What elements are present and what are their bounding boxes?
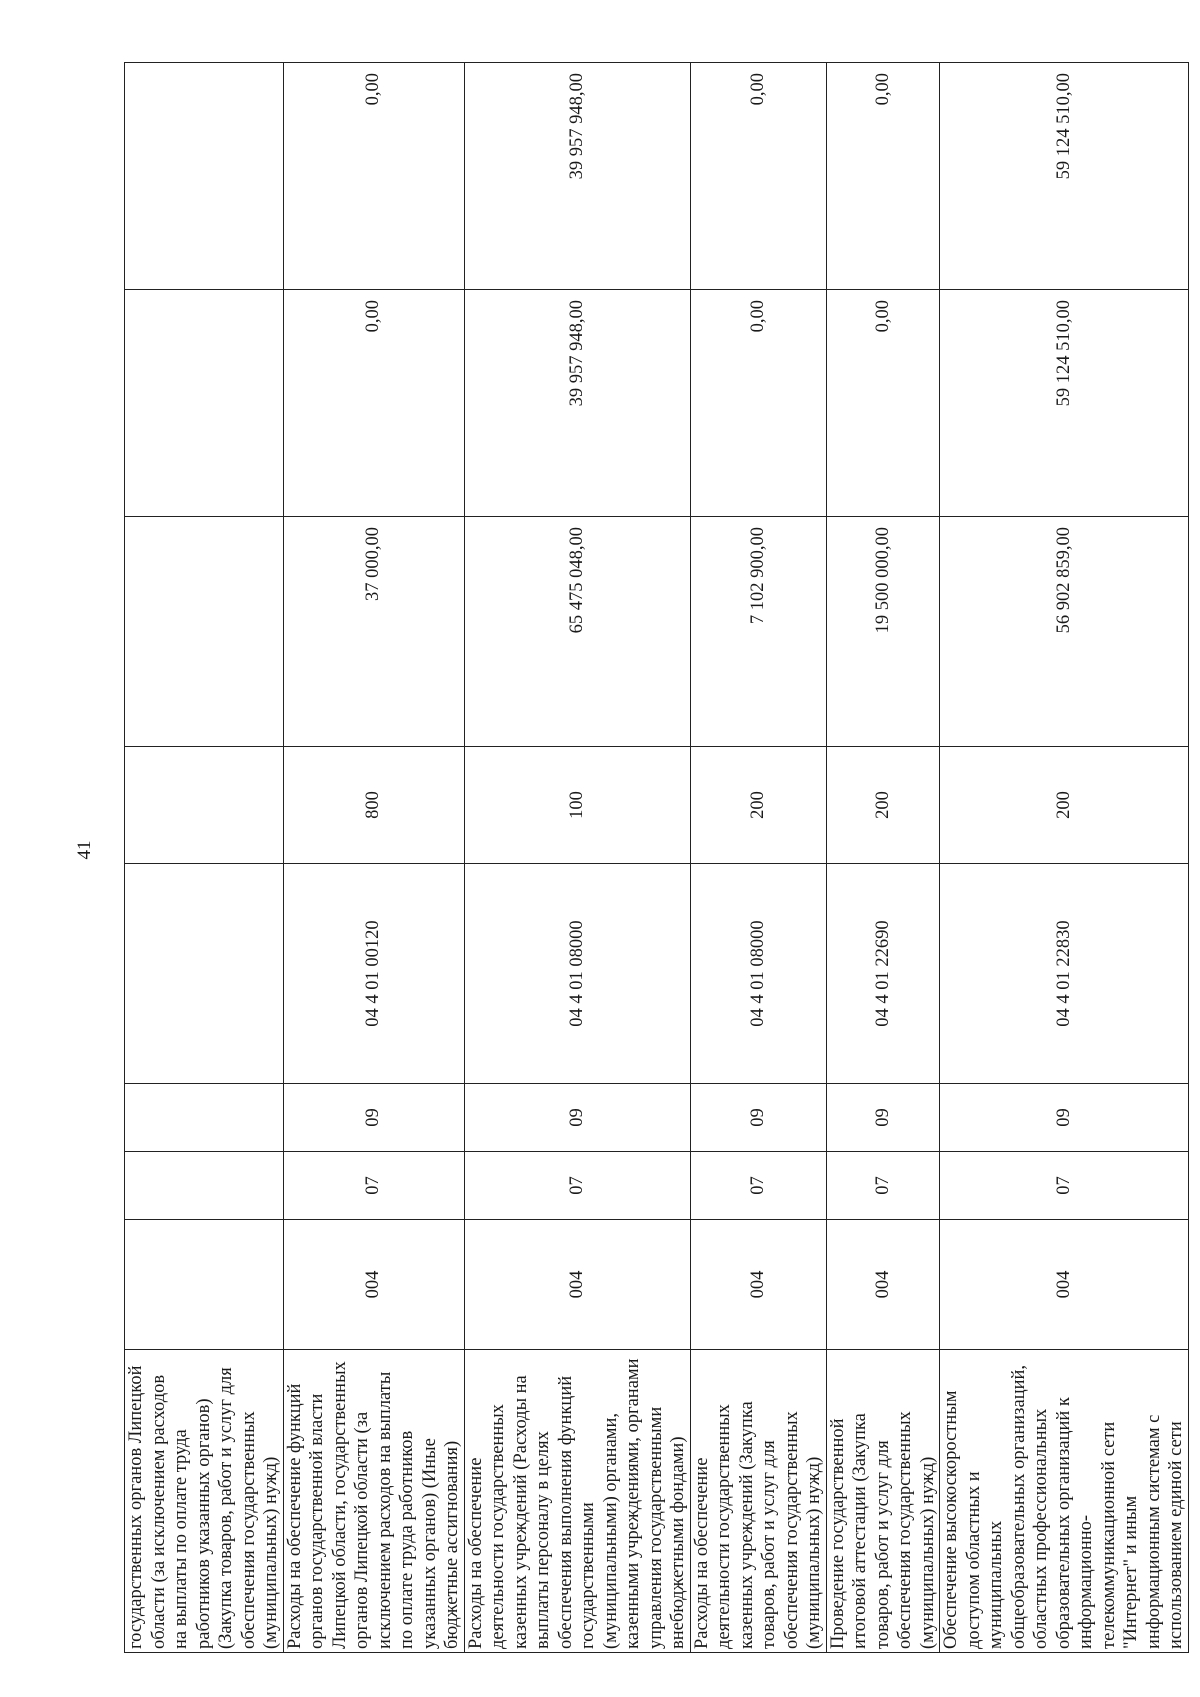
amount-year-3: 39 957 948,00 [464,63,690,290]
ved-code: 004 [464,1220,690,1350]
row-description: Обеспечение высокоскоростным доступом областных и муниципальных общеобразовательных организаций, областных профессиональных образовательных организаций к информационно-телекоммуникационной сети "Интернет" и иным информационным системам с использованием единой сети [940,1350,1189,1653]
subsection-code: 09 [283,1084,464,1152]
section-code [125,1152,284,1220]
amount-year-1: 56 902 859,00 [940,517,1189,747]
target-article-code: 04 4 01 08000 [464,864,690,1084]
target-article-code: 04 4 01 22830 [940,864,1189,1084]
row-description: государственных органов Липецкой области (за исключением расходов на выплаты по оплате труда работников указанных органов) (Закупка товаров, работ и услуг для обеспечения государственных (муниципальных) нужд) [125,1350,284,1653]
amount-year-1: 7 102 900,00 [690,517,826,747]
amount-year-2 [125,290,284,517]
ved-code: 004 [283,1220,464,1350]
section-code: 07 [690,1152,826,1220]
section-code: 07 [826,1152,940,1220]
table-row [464,63,690,1653]
rotated-table-container [124,63,1186,1653]
table-row [826,63,940,1653]
expense-type-code: 200 [940,747,1189,864]
subsection-code: 09 [940,1084,1189,1152]
amount-year-3: 0,00 [826,63,940,290]
table-row [690,63,826,1653]
subsection-code: 09 [464,1084,690,1152]
expense-type-code: 100 [464,747,690,864]
ved-code: 004 [690,1220,826,1350]
amount-year-1: 19 500 000,00 [826,517,940,747]
section-code: 07 [940,1152,1189,1220]
amount-year-2: 0,00 [690,290,826,517]
amount-year-3 [125,63,284,290]
target-article-code: 04 4 01 08000 [690,864,826,1084]
expense-type-code: 200 [826,747,940,864]
amount-year-1: 37 000,00 [283,517,464,747]
budget-table [124,62,1189,1653]
section-code: 07 [464,1152,690,1220]
row-description: Расходы на обеспечение функций органов государственной власти Липецкой области, государственных органов Липецкой области (за исключением расходов на выплаты по оплате труда работников указанных органов) (Иные бюджетные ассигнования) [283,1350,464,1653]
subsection-code: 09 [826,1084,940,1152]
target-article-code: 04 4 01 00120 [283,864,464,1084]
amount-year-2: 0,00 [283,290,464,517]
subsection-code: 09 [690,1084,826,1152]
expense-type-code [125,747,284,864]
target-article-code: 04 4 01 22690 [826,864,940,1084]
amount-year-2: 59 124 510,00 [940,290,1189,517]
expense-type-code: 800 [283,747,464,864]
amount-year-3: 0,00 [690,63,826,290]
target-article-code [125,864,284,1084]
amount-year-3: 0,00 [283,63,464,290]
amount-year-1: 65 475 048,00 [464,517,690,747]
amount-year-2: 39 957 948,00 [464,290,690,517]
row-description: Расходы на обеспечение деятельности государственных казенных учреждений (Закупка товаров, работ и услуг для обеспечения государственных (муниципальных) нужд) [690,1350,826,1653]
amount-year-2: 0,00 [826,290,940,517]
ved-code: 004 [940,1220,1189,1350]
table-row [125,63,284,1653]
section-code: 07 [283,1152,464,1220]
page-number: 41 [74,840,95,860]
amount-year-1 [125,517,284,747]
table-row [940,63,1189,1653]
expense-type-code: 200 [690,747,826,864]
ved-code: 004 [826,1220,940,1350]
subsection-code [125,1084,284,1152]
amount-year-3: 59 124 510,00 [940,63,1189,290]
ved-code [125,1220,284,1350]
table-row [283,63,464,1653]
row-description: Расходы на обеспечение деятельности государственных казенных учреждений (Расходы на выплаты персоналу в целях обеспечения выполнения функций государственными (муниципальными) органами, казенными учреждениями, органами управления государственными внебюджетными фондами) [464,1350,690,1653]
row-description: Проведение государственной итоговой аттестации (Закупка товаров, работ и услуг для обеспечения государственных (муниципальных) нужд) [826,1350,940,1653]
